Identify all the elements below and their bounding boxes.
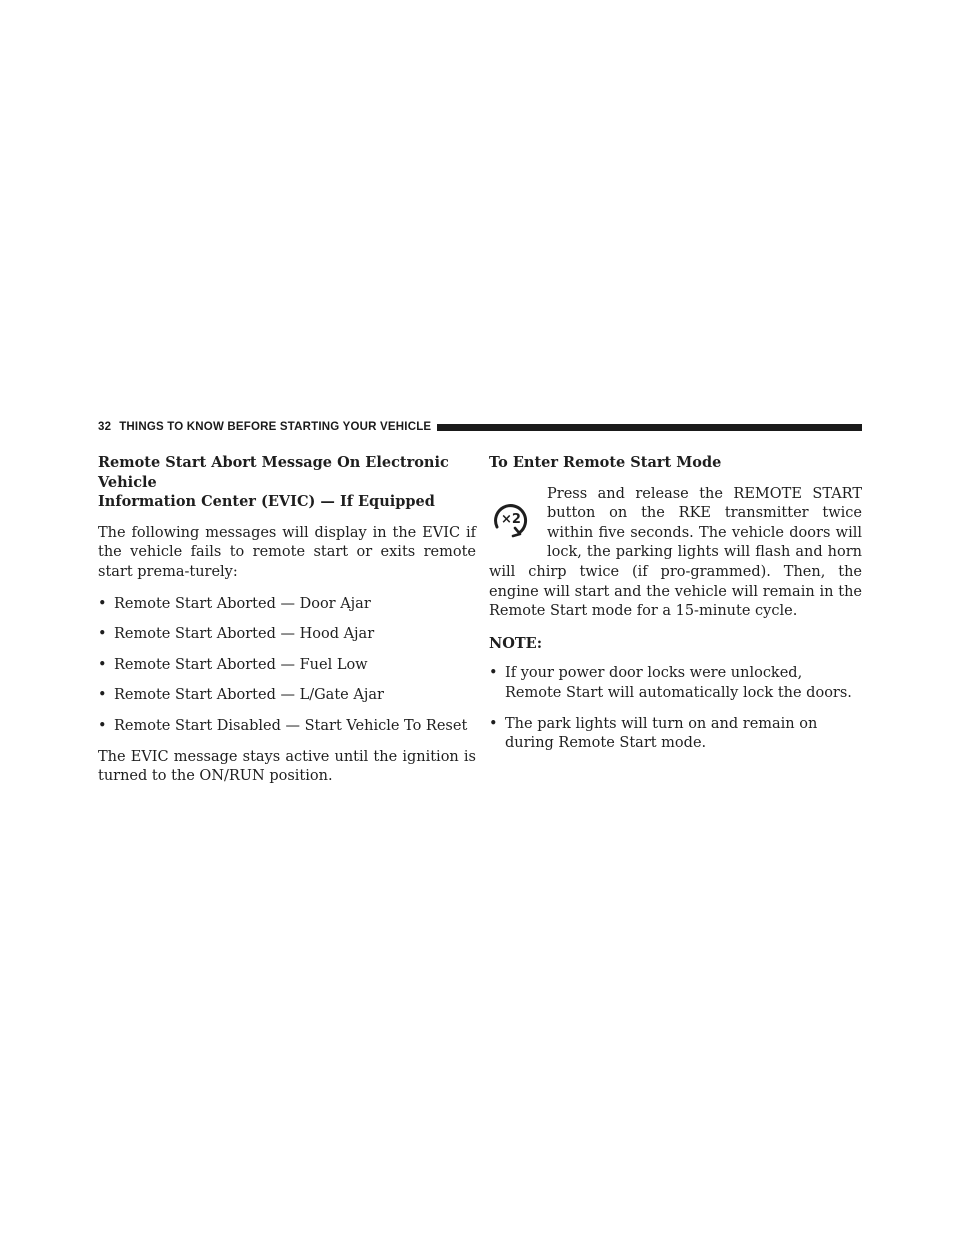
list-item — [98, 686, 476, 706]
remote-start-x2-icon — [489, 497, 547, 557]
right-column — [489, 453, 862, 765]
bullet-glyph: • — [489, 715, 498, 732]
list-item — [98, 717, 476, 737]
list-item — [489, 664, 862, 703]
heading-line-2: Information Center (EVIC) — If Equipped — [98, 493, 435, 511]
instruction-paragraph: Press and release the REMOTE START button on the RKE transmitter twice within five seconds. The vehicle doors will lock, the parking lights will flash and horn will chirp twice (if pro-grammed). Then, the engine will start and the vehicle will remain in the Remote Start mode for a 15-minute cycle. — [489, 485, 862, 620]
left-column — [98, 453, 476, 799]
bullet-glyph: • — [98, 656, 107, 673]
list-item — [489, 715, 862, 754]
header-rule — [437, 424, 862, 431]
bullet-glyph: • — [489, 665, 498, 682]
bullet-glyph: • — [98, 687, 107, 704]
heading-line-1: Remote Start Abort Message On Electronic Vehicle — [98, 454, 449, 491]
intro-paragraph: The following messages will display in the EVIC if the vehicle fails to remote start or exits remote start prema-turely: — [98, 524, 476, 580]
list-item — [98, 625, 476, 645]
bullet-glyph: • — [98, 595, 107, 612]
page-number: 32 — [98, 421, 112, 433]
list-item-text: Remote Start Aborted — Hood Ajar — [114, 626, 375, 643]
list-item-text: Remote Start Aborted — Fuel Low — [114, 656, 368, 673]
list-item-text: Remote Start Aborted — L/Gate Ajar — [114, 687, 384, 704]
icon-label: ×2 — [501, 511, 521, 527]
message-list — [98, 595, 476, 737]
list-item — [98, 595, 476, 615]
list-item-text: Remote Start Aborted — Door Ajar — [114, 595, 371, 612]
section-heading-remote-start: To Enter Remote Start Mode — [489, 454, 722, 471]
bullet-glyph: • — [98, 626, 107, 643]
bullet-glyph: • — [98, 717, 107, 734]
closing-paragraph: The EVIC message stays active until the ignition is turned to the ON/RUN position. — [98, 748, 476, 785]
page-header — [98, 418, 862, 436]
list-item-text: The park lights will turn on and remain on during Remote Start mode. — [505, 715, 818, 752]
list-item — [98, 656, 476, 676]
section-heading — [98, 453, 476, 512]
chapter-title: THINGS TO KNOW BEFORE STARTING YOUR VEHICLE — [119, 421, 432, 433]
list-item-text: If your power door locks were unlocked, Remote Start will automatically lock the doors. — [505, 665, 852, 701]
note-list — [489, 664, 862, 753]
list-item-text: Remote Start Disabled — Start Vehicle To Reset — [114, 717, 468, 734]
note-label: NOTE: — [489, 634, 543, 652]
